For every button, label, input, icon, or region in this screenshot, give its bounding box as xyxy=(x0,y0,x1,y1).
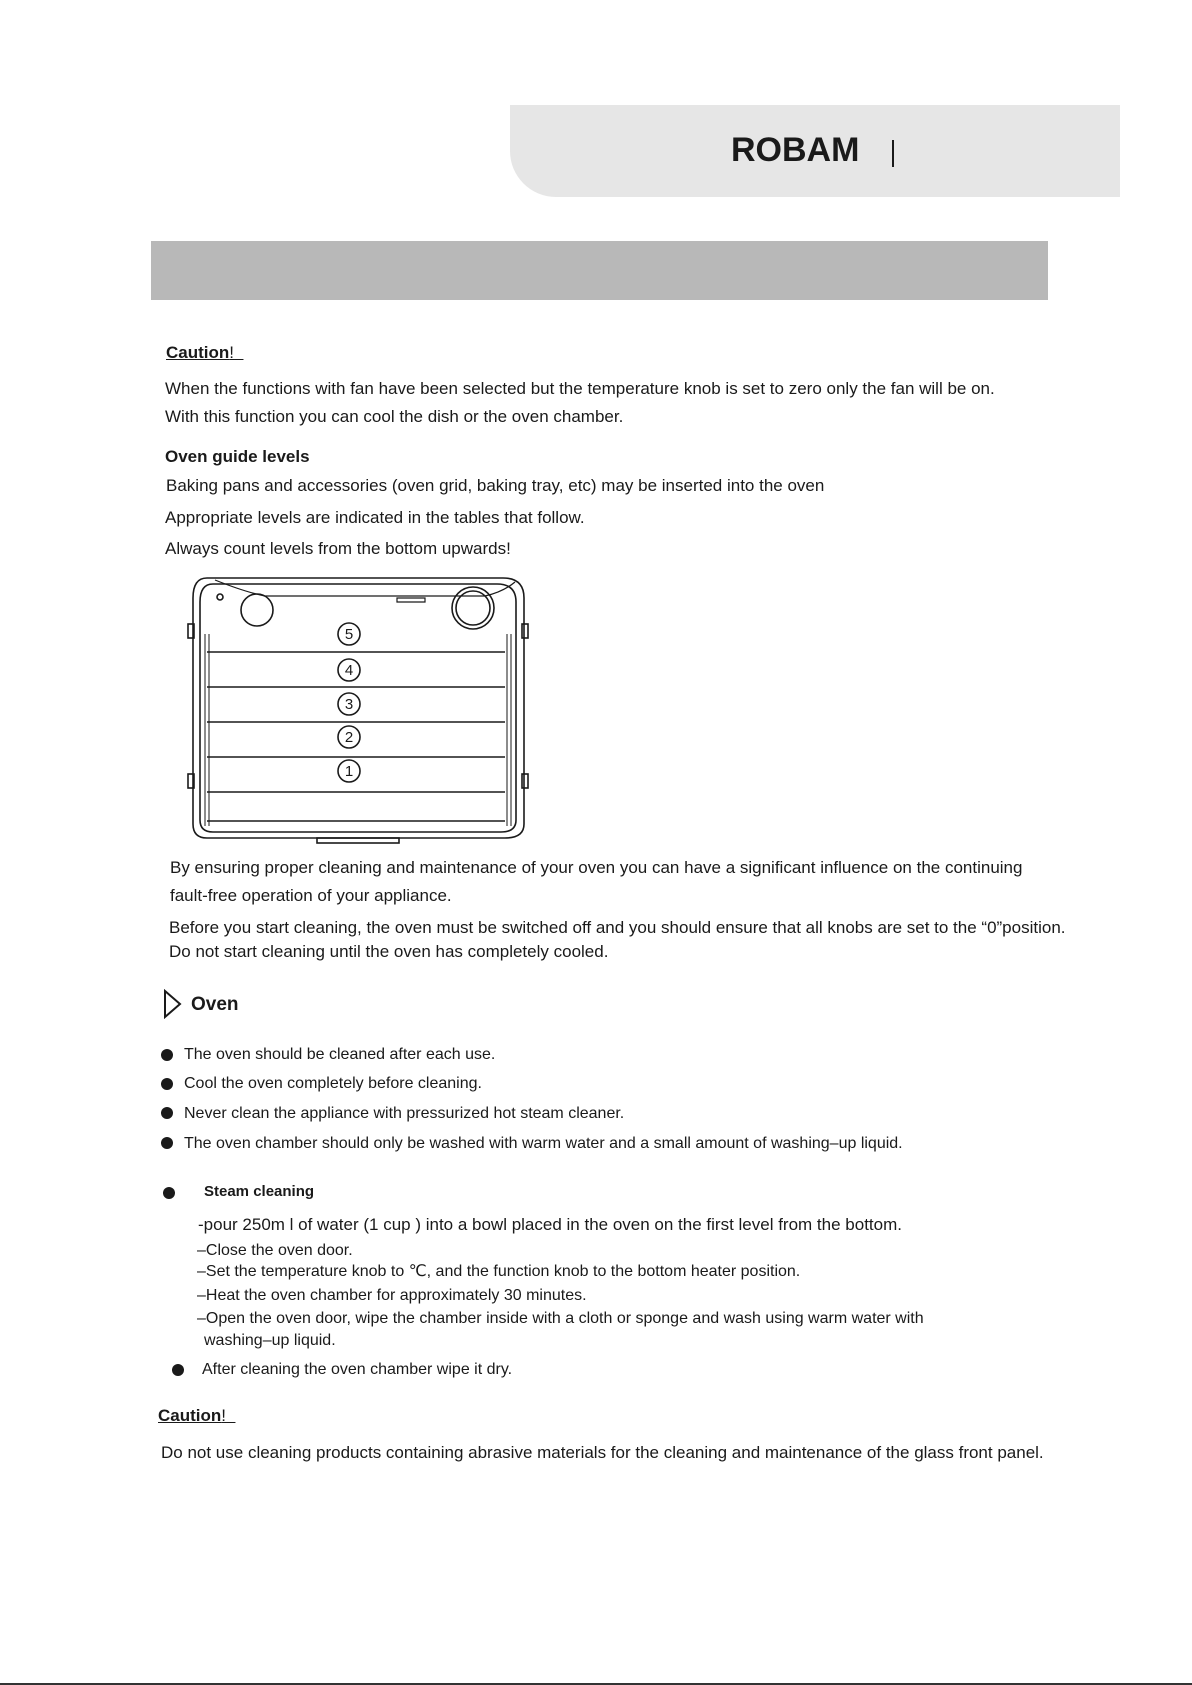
bullet-dot xyxy=(161,1049,173,1061)
level-label: 5 xyxy=(344,626,354,643)
steam-step-6: washing–up liquid. xyxy=(204,1332,336,1349)
caution-line-2: With this function you can cool the dish or the oven chamber. xyxy=(165,407,624,426)
steam-title: Steam cleaning xyxy=(204,1183,315,1200)
oven-bullet-2: Cool the oven completely before cleaning. xyxy=(184,1075,482,1092)
level-label: 3 xyxy=(344,696,354,713)
level-label: 1 xyxy=(344,763,354,780)
guide-line-1: Baking pans and accessories (oven grid, baking tray, etc) may be inserted into the oven xyxy=(166,476,825,495)
steam-step-5: –Open the oven door, wipe the chamber inside with a cloth or sponge and wash using warm water with xyxy=(197,1310,924,1327)
steam-step-2: –Close the oven door. xyxy=(197,1242,353,1259)
steam-step-3: –Set the temperature knob to ℃, and the function knob to the bottom heater position. xyxy=(197,1263,801,1280)
caution-title: Caution! xyxy=(166,343,235,362)
bullet-dot xyxy=(163,1187,175,1199)
guide-title: Oven guide levels xyxy=(165,447,310,466)
steam-step-4: –Heat the oven chamber for approximately 30 minutes. xyxy=(197,1287,587,1304)
bullet-dot xyxy=(172,1364,184,1376)
brand-separator xyxy=(892,140,894,167)
caution-title-2: Caution! xyxy=(158,1406,227,1425)
level-label: 4 xyxy=(344,662,354,679)
guide-line-2: Appropriate levels are indicated in the tables that follow. xyxy=(165,508,585,527)
oven-bullet-3: Never clean the appliance with pressurized hot steam cleaner. xyxy=(184,1105,625,1122)
guide-line-3: Always count levels from the bottom upwards! xyxy=(165,539,511,558)
triangle-pointer-icon xyxy=(162,989,184,1019)
level-label: 2 xyxy=(344,729,354,746)
oven-bullet-4: The oven chamber should only be washed with warm water and a small amount of washing–up liquid. xyxy=(184,1135,903,1152)
section-title-band xyxy=(151,241,1048,300)
brand-logo: ROBAM xyxy=(731,131,860,169)
bullet-dot xyxy=(161,1107,173,1119)
caution-line-1: When the functions with fan have been selected but the temperature knob is set to zero only the fan will be on. xyxy=(165,379,995,398)
maintenance-line-1: By ensuring proper cleaning and maintenance of your oven you can have a significant influence on the continuing xyxy=(170,858,1023,877)
caution-2-line: Do not use cleaning products containing abrasive materials for the cleaning and maintenance of the glass front panel. xyxy=(161,1443,1044,1462)
bullet-dot xyxy=(161,1078,173,1090)
oven-bullet-1: The oven should be cleaned after each use. xyxy=(184,1046,496,1063)
after-cleaning-line: After cleaning the oven chamber wipe it dry. xyxy=(202,1361,513,1378)
maintenance-line-3: Before you start cleaning, the oven must be switched off and you should ensure that all knobs are set to the “0”position. xyxy=(169,918,1066,937)
maintenance-line-2: fault-free operation of your appliance. xyxy=(170,886,452,905)
maintenance-line-4: Do not start cleaning until the oven has completely cooled. xyxy=(169,942,609,961)
bullet-dot xyxy=(161,1137,173,1149)
steam-step-1: -pour 250m l of water (1 cup ) into a bowl placed in the oven on the first level from the bottom. xyxy=(198,1215,902,1234)
oven-levels-diagram xyxy=(185,574,530,844)
oven-section-title: Oven xyxy=(191,994,239,1015)
